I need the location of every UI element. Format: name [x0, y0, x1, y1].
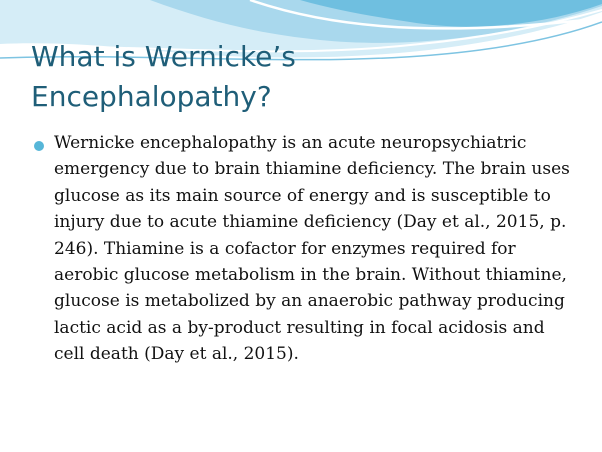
slide-title	[31, 37, 571, 117]
title-line-1: What is Wernicke’s	[31, 40, 296, 73]
round-bullet-icon	[34, 141, 44, 151]
bullet-text: Wernicke encephalopathy is an acute neuropsychiatric emergency due to brain thiamine deficiency. The brain uses glucose as its main source of energy and is susceptible to injury due to acute thiamine deficiency (Day et al., 2015, p. 246). Thiamine is a cofactor for enzymes required for aerobic glucose metabolism in the brain. Without thiamine, glucose is metabolized by an anaerobic pathway producing lactic acid as a by-product resulting in focal acidosis and cell death (Day et al., 2015).	[54, 133, 570, 365]
title-line-2: Encephalopathy?	[31, 80, 272, 113]
slide-body	[33, 130, 573, 368]
bullet-item	[33, 130, 573, 368]
